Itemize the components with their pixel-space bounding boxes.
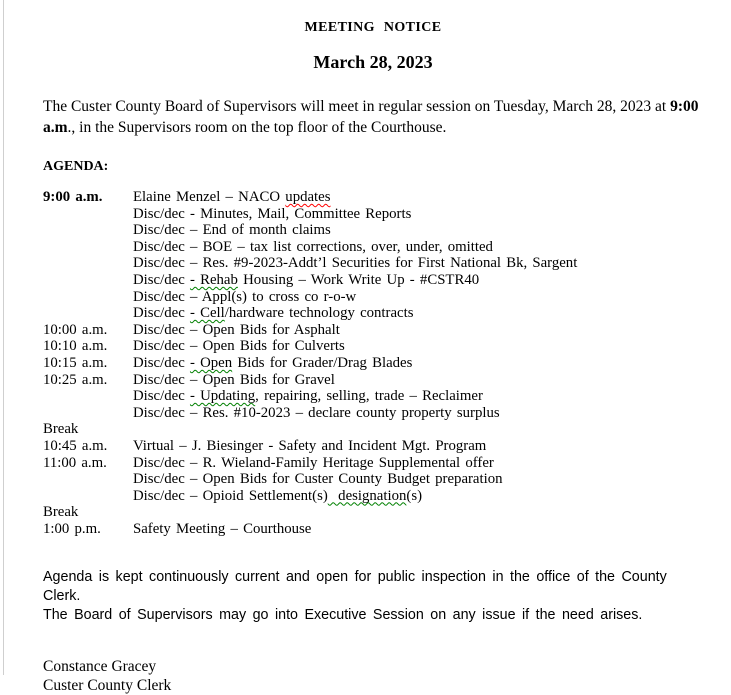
grammar-green-squiggle: - Rehab (189, 271, 238, 288)
agenda-time (43, 305, 133, 322)
agenda-item-text (133, 239, 493, 256)
meeting-notice-title: MEETING NOTICE (304, 20, 442, 35)
agenda-text-segment: Housing – Work Write Up - #CSTR40 (237, 271, 480, 288)
agenda-row (43, 189, 703, 206)
agenda-time (43, 272, 133, 289)
agenda-time (43, 289, 133, 306)
agenda-item-text (133, 305, 413, 322)
agenda-text-segment: Disc/dec (133, 271, 190, 288)
agenda-time (43, 206, 133, 223)
agenda-time: 10:25 a.m. (43, 371, 108, 388)
agenda-text-segment: , repairing, selling, trade – Reclaimer (255, 388, 483, 405)
grammar-green-squiggle: designation (327, 487, 407, 504)
agenda-row (43, 455, 703, 472)
agenda-row (43, 222, 703, 239)
agenda-item-text (133, 272, 479, 289)
agenda-text-segment: Disc/dec – End of month claims (133, 222, 331, 239)
agenda-time (43, 239, 133, 256)
signature-name: Constance Gracey (43, 658, 157, 676)
signature-block (43, 625, 703, 695)
agenda-item-text (133, 338, 345, 355)
agenda-row (43, 322, 703, 339)
grammar-green-squiggle: - Open (189, 354, 233, 371)
agenda-text-segment: Virtual – J. Biesinger - Safety and Incident Mgt. Program (133, 437, 487, 454)
agenda-text-segment: Safety Meeting – Courthouse (133, 520, 312, 537)
agenda-text-segment: Disc/dec – Res. #10-2023 – declare county property surplus (133, 404, 500, 421)
agenda-time: 10:10 a.m. (43, 338, 108, 355)
grammar-green-squiggle: - Cell (189, 305, 225, 322)
agenda-text-segment: Disc/dec – Open Bids for Culverts (133, 338, 345, 355)
signature-title: Custer County Clerk (43, 677, 172, 695)
agenda-row (43, 405, 703, 422)
agenda-row (43, 289, 703, 306)
agenda-time: 10:15 a.m. (43, 354, 108, 371)
agenda-item-text (133, 438, 486, 455)
agenda-row (43, 305, 703, 322)
intro-bold-time: 9:00 a.m (43, 98, 699, 136)
agenda-row (43, 372, 703, 389)
agenda-item-text (133, 405, 500, 422)
agenda-text-segment: Elaine Menzel – NACO (133, 189, 286, 205)
agenda-text-segment: Bids for Grader/Drag Blades (232, 354, 413, 371)
agenda-row (43, 255, 703, 272)
agenda-item-text (133, 222, 331, 239)
agenda-text-segment: Disc/dec – Appl(s) to cross co r-o-w (133, 288, 357, 305)
agenda-time: Break (43, 504, 79, 521)
agenda-text-segment: Disc/dec (133, 354, 190, 371)
agenda-text-segment: (s) (406, 487, 423, 504)
agenda-row (43, 421, 703, 438)
agenda-item-text (133, 289, 356, 306)
agenda-item-text (133, 189, 331, 206)
agenda-item-text (133, 471, 503, 488)
agenda-time (43, 388, 133, 405)
meeting-date-heading: March 28, 2023 (313, 52, 433, 72)
agenda-text-segment: Disc/dec – Open Bids for Custer County Budget preparation (133, 471, 503, 488)
agenda-row (43, 338, 703, 355)
agenda-row (43, 504, 703, 521)
agenda-text-segment: Disc/dec - Minutes, Mail, Committee Reports (133, 205, 412, 222)
agenda-row (43, 388, 703, 405)
agenda-text-segment: /hardware technology contracts (224, 305, 414, 322)
agenda-row (43, 239, 703, 256)
agenda-time: 1:00 p.m. (43, 520, 101, 537)
grammar-green-squiggle: - Updating (189, 388, 256, 405)
agenda-item-text (133, 372, 335, 389)
agenda-row (43, 355, 703, 372)
agenda-time: Break (43, 421, 79, 438)
agenda-item-text (133, 206, 411, 223)
agenda-row (43, 521, 703, 538)
agenda-time: 9:00 a.m. (43, 189, 103, 205)
agenda-text-segment: Disc/dec – Open Bids for Gravel (133, 371, 335, 388)
agenda-text-segment: Disc/dec – Res. #9-2023-Addt’l Securities for First National Bk, Sargent (133, 255, 578, 272)
agenda-label: AGENDA: (43, 159, 109, 174)
agenda-time (43, 255, 133, 272)
agenda-item-text (133, 488, 422, 505)
agenda-list (43, 175, 703, 537)
spellcheck-red-squiggle: updates (285, 189, 331, 205)
agenda-text-segment: Disc/dec – Opioid Settlement(s) (133, 487, 328, 504)
intro-text-after: ., in the Supervisors room on the top floor of the Courthouse. (67, 119, 447, 136)
agenda-item-text (133, 521, 311, 538)
agenda-item-text (133, 455, 494, 472)
agenda-time: 11:00 a.m. (43, 454, 107, 471)
agenda-row (43, 438, 703, 455)
agenda-text-segment: Disc/dec (133, 305, 190, 322)
agenda-time: 10:00 a.m. (43, 321, 108, 338)
agenda-time (43, 471, 133, 488)
footer-line-1: Agenda is kept continuously current and open for public inspection in the office of the County Clerk. (43, 569, 667, 605)
agenda-item-text (133, 255, 577, 272)
agenda-time (43, 405, 133, 422)
agenda-row (43, 471, 703, 488)
agenda-item-text (133, 355, 412, 372)
agenda-row (43, 488, 703, 505)
agenda-text-segment: Disc/dec (133, 388, 190, 405)
agenda-time (43, 488, 133, 505)
agenda-text-segment: Disc/dec – BOE – tax list corrections, over, under, omitted (133, 238, 493, 255)
agenda-row (43, 206, 703, 223)
footer-line-2: The Board of Supervisors may go into Executive Session on any issue if the need arises. (43, 607, 643, 624)
agenda-time (43, 222, 133, 239)
footer-note (43, 537, 703, 625)
intro-text-before: The Custer County Board of Supervisors will meet in regular session on Tuesday, March 28, 2023 at (43, 98, 671, 115)
agenda-row (43, 272, 703, 289)
agenda-item-text (133, 322, 340, 339)
agenda-text-segment: Disc/dec – Open Bids for Asphalt (133, 321, 340, 338)
intro-paragraph (43, 72, 703, 138)
agenda-time: 10:45 a.m. (43, 437, 108, 454)
agenda-item-text (133, 388, 483, 405)
agenda-text-segment: Disc/dec – R. Wieland-Family Heritage Supplemental offer (133, 454, 494, 471)
